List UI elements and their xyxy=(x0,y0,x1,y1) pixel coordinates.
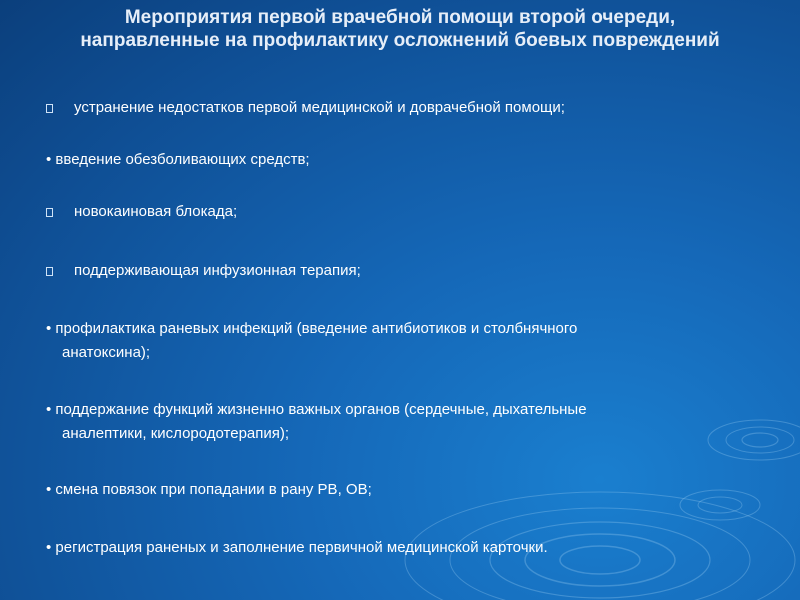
list-item xyxy=(46,259,361,283)
list-item-text-line-1: • профилактика раневых инфекций (введение антибиотиков и столбнячного xyxy=(46,320,578,337)
list-item-text: • регистрация раненых и заполнение первичной медицинской карточки. xyxy=(46,539,548,556)
list-item-text-line-2: анатоксина); xyxy=(62,344,151,361)
list-item-text-line-2: аналептики, кислородотерапия); xyxy=(62,425,290,442)
list-item-text: • смена повязок при попадании в рану РВ, ОВ; xyxy=(46,481,372,498)
square-bullet-icon xyxy=(46,259,53,284)
list-item xyxy=(46,96,565,120)
list-item xyxy=(46,536,548,560)
list-item-text: • введение обезболивающих средств; xyxy=(46,151,310,168)
list-item xyxy=(46,148,310,172)
list-item xyxy=(46,200,237,224)
slide-title: Мероприятия первой врачебной помощи второй очереди, направленные на профилактику осложнений боевых повреждений xyxy=(80,7,720,51)
list-item-text: устранение недостатков первой медицинской и доврачебной помощи; xyxy=(74,99,565,116)
list-item-text: новокаиновая блокада; xyxy=(74,203,238,220)
list-item-text-line-1: • поддержание функций жизненно важных органов (сердечные, дыхательные xyxy=(46,401,587,418)
list-item xyxy=(46,398,587,446)
list-item xyxy=(46,478,372,502)
list-item-text: поддерживающая инфузионная терапия; xyxy=(74,262,361,279)
square-bullet-icon xyxy=(46,96,53,121)
list-item xyxy=(46,317,577,365)
square-bullet-icon xyxy=(46,200,53,225)
